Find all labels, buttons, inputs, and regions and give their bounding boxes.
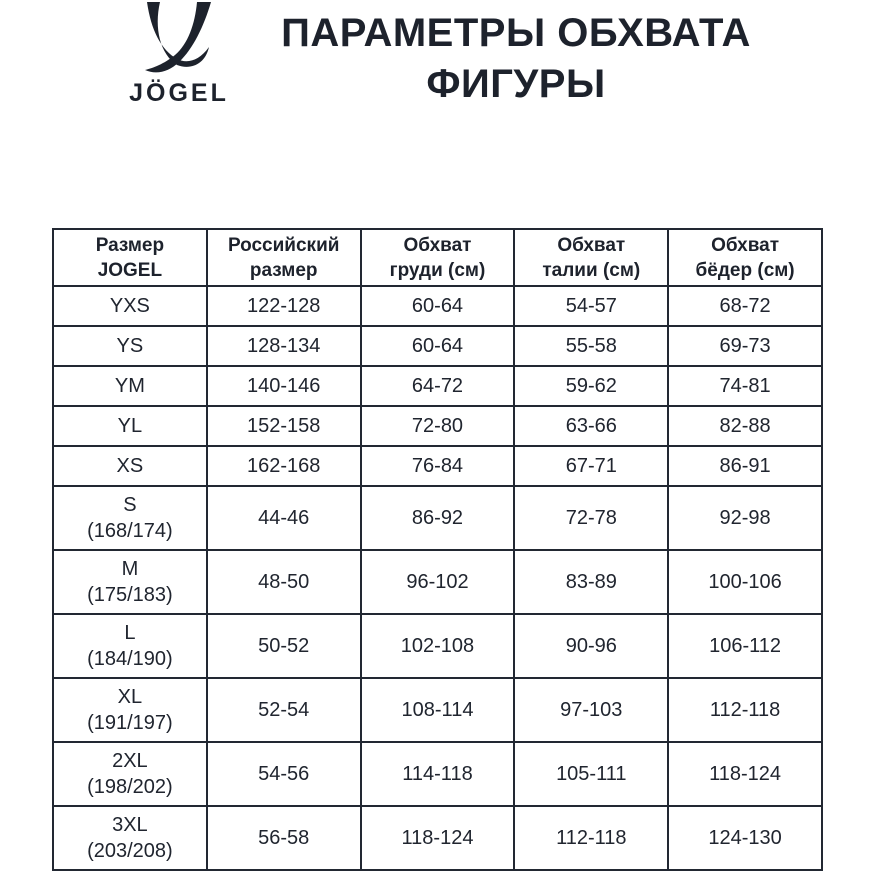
cell-text: (191/197) <box>87 712 173 734</box>
table-row <box>53 742 822 806</box>
cell-text: 72-78 <box>565 507 617 529</box>
cell-text: 100-106 <box>708 571 782 593</box>
cell-text: 90-96 <box>565 635 617 657</box>
russian-size-cell <box>207 326 361 366</box>
cell-text: 118-124 <box>709 763 782 785</box>
size-cell <box>53 678 207 742</box>
size-cell <box>53 550 207 614</box>
table-row <box>53 550 822 614</box>
size-cell <box>53 742 207 806</box>
waist-cell <box>514 286 668 326</box>
cell-text: 96-102 <box>406 571 469 593</box>
header-line1: Обхват <box>403 234 472 256</box>
cell-text: YS <box>116 335 144 357</box>
cell-text: 3XL <box>112 814 148 836</box>
chest-cell <box>361 550 515 614</box>
size-cell <box>53 406 207 446</box>
cell-text: 83-89 <box>565 571 617 593</box>
cell-text: 54-57 <box>565 295 617 317</box>
cell-text: YM <box>114 375 145 397</box>
header-line2: груди (см) <box>389 259 486 281</box>
size-table-body <box>53 286 822 870</box>
size-cell <box>53 366 207 406</box>
table-row <box>53 486 822 550</box>
cell-text: 128-134 <box>246 335 321 357</box>
cell-text: (184/190) <box>87 648 173 670</box>
waist-cell <box>514 806 668 870</box>
cell-text: (203/208) <box>87 840 173 862</box>
waist-cell <box>514 614 668 678</box>
cell-text: YL <box>117 415 143 437</box>
russian-size-cell <box>207 366 361 406</box>
table-row <box>53 406 822 446</box>
cell-text: 50-52 <box>258 635 310 657</box>
cell-text: 152-158 <box>246 415 321 437</box>
header-line2: размер <box>249 259 318 281</box>
cell-text: M <box>121 558 139 580</box>
chest-cell <box>361 486 515 550</box>
cell-text: 162-168 <box>246 455 321 477</box>
cell-text: 76-84 <box>411 455 464 477</box>
column-header-2 <box>361 229 515 286</box>
cell-text: 114-118 <box>402 763 473 785</box>
hips-cell <box>668 406 822 446</box>
cell-text: 60-64 <box>411 295 464 317</box>
hips-cell <box>668 366 822 406</box>
cell-text: 86-91 <box>719 455 771 477</box>
chest-cell <box>361 614 515 678</box>
table-header-row <box>53 229 822 286</box>
header-line1: Российский <box>227 234 340 256</box>
cell-text: (168/174) <box>87 520 173 542</box>
hips-cell <box>668 806 822 870</box>
column-header-4 <box>668 229 822 286</box>
table-row <box>53 678 822 742</box>
size-table <box>52 228 823 871</box>
cell-text: 69-73 <box>719 335 771 357</box>
chest-cell <box>361 406 515 446</box>
cell-text: 82-88 <box>719 415 771 437</box>
cell-text: 54-56 <box>258 763 310 785</box>
cell-text: 74-81 <box>719 375 771 397</box>
header-line2: бёдер (см) <box>695 259 795 281</box>
brand-wordmark: JÖGEL <box>129 79 229 107</box>
russian-size-cell <box>207 678 361 742</box>
page-title <box>245 8 787 110</box>
cell-text: 68-72 <box>719 295 771 317</box>
cell-text: 118-124 <box>401 827 474 849</box>
cell-text: 48-50 <box>258 571 310 593</box>
hips-cell <box>668 326 822 366</box>
column-header-1 <box>207 229 361 286</box>
hips-cell <box>668 446 822 486</box>
cell-text: XS <box>116 455 144 477</box>
chest-cell <box>361 366 515 406</box>
hips-cell <box>668 286 822 326</box>
hips-cell <box>668 486 822 550</box>
chest-cell <box>361 286 515 326</box>
chest-cell <box>361 806 515 870</box>
cell-text: 60-64 <box>411 335 464 357</box>
cell-text: 105-111 <box>556 763 627 785</box>
table-row <box>53 366 822 406</box>
waist-cell <box>514 406 668 446</box>
size-cell <box>53 806 207 870</box>
cell-text: 86-92 <box>411 507 464 529</box>
russian-size-cell <box>207 806 361 870</box>
cell-text: 44-46 <box>258 507 310 529</box>
russian-size-cell <box>207 486 361 550</box>
cell-text: 112-118 <box>556 827 627 849</box>
waist-cell <box>514 366 668 406</box>
cell-text: 52-54 <box>258 699 310 721</box>
russian-size-cell <box>207 406 361 446</box>
size-cell <box>53 286 207 326</box>
waist-cell <box>514 446 668 486</box>
cell-text: XL <box>117 686 143 708</box>
cell-text: 108-114 <box>401 699 474 721</box>
cell-text: 92-98 <box>719 507 771 529</box>
table-row <box>53 286 822 326</box>
table-row <box>53 326 822 366</box>
title-line1: ПАРАМЕТРЫ ОБХВАТА <box>281 11 751 55</box>
table-row <box>53 806 822 870</box>
column-header-3 <box>514 229 668 286</box>
size-cell <box>53 614 207 678</box>
header-line2: талии (см) <box>542 259 641 281</box>
cell-text: YXS <box>109 295 150 317</box>
chest-cell <box>361 326 515 366</box>
cell-text: 102-108 <box>400 635 475 657</box>
table-row <box>53 614 822 678</box>
cell-text: 67-71 <box>565 455 617 477</box>
cell-text: 64-72 <box>411 375 464 397</box>
header-line1: Обхват <box>557 234 626 256</box>
russian-size-cell <box>207 614 361 678</box>
header <box>0 0 875 228</box>
size-cell <box>53 326 207 366</box>
russian-size-cell <box>207 742 361 806</box>
chest-cell <box>361 446 515 486</box>
cell-text: 106-112 <box>709 635 782 657</box>
cell-text: 63-66 <box>565 415 617 437</box>
cell-text: 122-128 <box>246 295 321 317</box>
waist-cell <box>514 486 668 550</box>
column-header-0 <box>53 229 207 286</box>
header-line1: Размер <box>95 234 165 256</box>
cell-text: 140-146 <box>246 375 321 397</box>
hips-cell <box>668 742 822 806</box>
russian-size-cell <box>207 446 361 486</box>
jogel-v-icon <box>144 2 214 76</box>
hips-cell <box>668 614 822 678</box>
cell-text: 112-118 <box>709 699 781 721</box>
cell-text: L <box>124 622 136 644</box>
cell-text: S <box>123 494 137 516</box>
header-line1: Обхват <box>711 234 780 256</box>
cell-text: (198/202) <box>87 776 173 798</box>
waist-cell <box>514 550 668 614</box>
table-row <box>53 446 822 486</box>
title-line2: ФИГУРЫ <box>426 62 606 106</box>
chest-cell <box>361 742 515 806</box>
russian-size-cell <box>207 286 361 326</box>
cell-text: 55-58 <box>565 335 617 357</box>
size-cell <box>53 446 207 486</box>
cell-text: (175/183) <box>87 584 173 606</box>
chest-cell <box>361 678 515 742</box>
size-table-head <box>53 229 822 286</box>
waist-cell <box>514 326 668 366</box>
cell-text: 124-130 <box>708 827 782 849</box>
russian-size-cell <box>207 550 361 614</box>
cell-text: 59-62 <box>565 375 617 397</box>
cell-text: 72-80 <box>411 415 464 437</box>
header-line2: JOGEL <box>97 259 163 281</box>
hips-cell <box>668 550 822 614</box>
waist-cell <box>514 678 668 742</box>
hips-cell <box>668 678 822 742</box>
cell-text: 2XL <box>112 750 148 772</box>
size-cell <box>53 486 207 550</box>
waist-cell <box>514 742 668 806</box>
jogel-logo <box>121 2 237 108</box>
cell-text: 56-58 <box>258 827 310 849</box>
cell-text: 97-103 <box>560 699 623 721</box>
